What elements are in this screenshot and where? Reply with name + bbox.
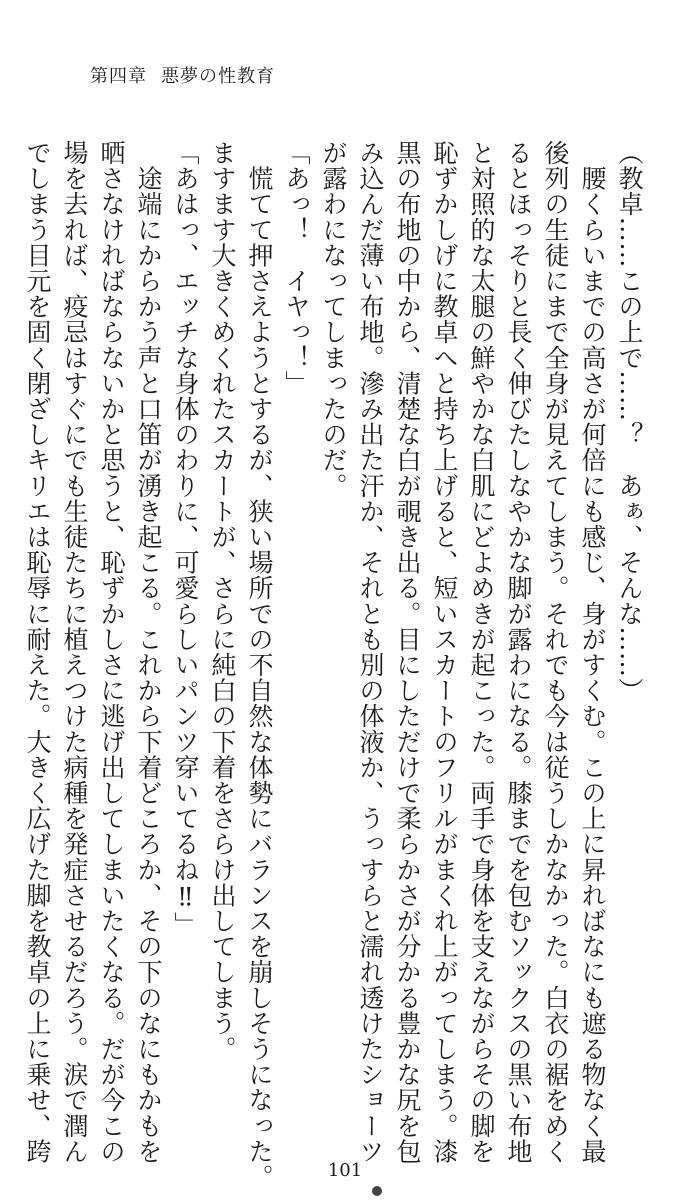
text-line: 恥ずかしげに教卓へと持ち上げると、短いスカートのフリルがまくれ上がってしまう。漆	[430, 140, 459, 1164]
text-line: でしまう目元を固く閉ざしキリエは恥辱に耐えた。大きく広げた脚を教卓の上に乗せ、跨	[23, 140, 52, 1164]
text-line: と対照的な太腿の鮮やかな白肌にどよめきが起こった。両手で身体を支えながらその脚を	[467, 140, 496, 1164]
chapter-title: 悪夢の性教育	[161, 66, 275, 87]
text-line: 「あはっ、エッチな身体のわりに、可愛らしいパンツ穿いてるね‼」	[171, 140, 200, 938]
page-number: 101	[327, 1160, 363, 1181]
text-line: 腰くらいまでの高さが何倍にも感じ、身がすくむ。この上に昇ればなにも遮る物なく最	[578, 140, 607, 1164]
text-line: 場を去れば、疫忌はすぐにでも生徒たちに植えつけた病種を発症させるだろう。涙で潤ん	[60, 140, 89, 1164]
text-line: 後列の生徒にまで全身が見えてしまう。それでも今は従うしかなかった。白衣の裾をめく	[541, 140, 570, 1164]
chapter-label: 第四章	[90, 66, 147, 87]
running-header	[90, 62, 275, 88]
text-line: （教卓……この上で……？ あぁ、そんな……）	[615, 140, 644, 704]
text-line: が露わになってしまったのだ。	[319, 140, 348, 499]
text-line: 晒さなければならないかと思うと、恥ずかしさに逃げ出してしまいたくなる。だが今この	[97, 140, 126, 1164]
text-line: 途端にからかう声と口笛が湧き起こる。これから下着どころか、その下のなにもかもを	[134, 140, 163, 1164]
page-marker-dot-icon	[372, 1186, 382, 1196]
text-line: 慌てて押さえようとするが、狭い場所での不自然な体勢にバランスを崩しそうになった。	[245, 140, 274, 1190]
text-line: るとほっそりと長く伸びたしなやかな脚が露わになる。膝までを包むソックスの黒い布地	[504, 140, 533, 1164]
text-line: ますます大きくめくれたスカートが、さらに純白の下着をさらけ出してしまう。	[208, 140, 237, 1062]
text-line: 「あっ！ イヤっ！」	[282, 140, 311, 396]
text-line: 黒の布地の中から、清楚な白が覗き出る。目にしただけで柔らかさが分かる豊かな尻を包	[393, 140, 422, 1164]
text-line: み込んだ薄い布地。滲み出た汗か、それとも別の体液か、うっすらと濡れ透けたショーツ	[356, 140, 385, 1164]
